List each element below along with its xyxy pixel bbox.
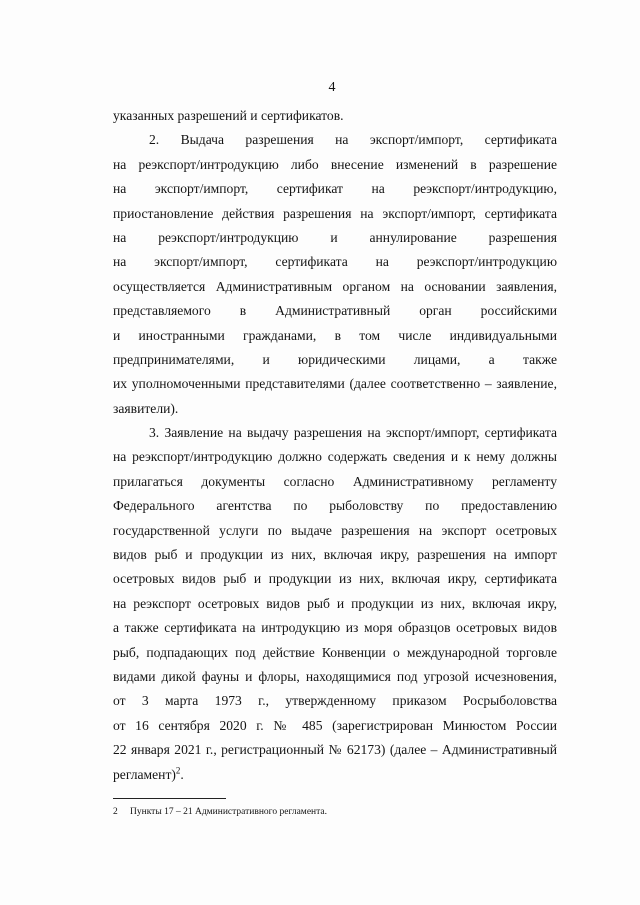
text-line: на экспорт/импорт, сертификат на реэкспорт/интродукцию, [113,181,557,197]
text-line: на реэкспорт осетровых видов рыб и продукции из них, включая икру, [113,595,557,611]
page-number: 4 [328,80,336,95]
text-line [113,763,557,787]
text-line: прилагаться документы согласно Административному регламенту [113,473,557,489]
footnote-separator [113,798,226,799]
text-line: осетровых видов рыб и продукции из них, включая икру, сертификата [113,571,557,587]
last-line-trailing: . [180,766,184,782]
text-line: указанных разрешений и сертификатов. [113,108,344,123]
text-line: рыб, подпадающих под действие Конвенции о международной торговле [113,644,557,660]
text-line: а также сертификата на интродукцию из моря образцов осетровых видов [113,620,557,636]
text-line: Федерального агентства по рыболовству по предоставлению [113,498,557,514]
text-line: 3. Заявление на выдачу разрешения на экспорт/импорт, сертификата [149,425,557,441]
text-line: государственной услуги по выдаче разрешения на экспорт осетровых [113,522,557,538]
text-line: представляемого в Административный орган российскими [113,303,557,319]
footnote-reference: 2 [175,765,181,776]
text-line: на реэкспорт/интродукцию должно содержать сведения и к нему должны [113,449,557,465]
text-line: от 3 марта 1973 г., утвержденному приказом Росрыболовства [113,693,557,709]
text-line: и иностранными гражданами, в том числе индивидуальными [113,327,557,343]
text-line: их уполномоченными представителями (далее соответственно – заявление, [113,376,557,392]
footnote [113,806,327,819]
footnote-text: Пункты 17 – 21 Административного регламента. [130,807,327,817]
last-line-text: регламент) [113,766,176,782]
text-line: на реэкспорт/интродукцию и аннулирование разрешения [113,229,557,245]
body-text [113,104,557,787]
text-line: 2. Выдача разрешения на экспорт/импорт, сертификата [149,132,557,148]
text-line: осуществляется Административным органом на основании заявления, [113,278,557,294]
text-line: на реэкспорт/интродукцию либо внесение изменений в разрешение [113,156,557,172]
text-line: на экспорт/импорт, сертификата на реэкспорт/интродукцию [113,254,557,270]
text-line: 22 января 2021 г., регистрационный № 62173) (далее – Административный [113,742,557,758]
text-line: предпринимателями, и юридическими лицами, а также [113,351,557,367]
footnote-number: 2 [113,807,118,817]
text-line: приостановление действия разрешения на экспорт/импорт, сертификата [113,205,557,221]
text-line: видов рыб и продукции из них, включая икру, разрешения на импорт [113,547,557,563]
text-line: от 16 сентября 2020 г. № 485 (зарегистрирован Минюстом России [113,717,557,733]
text-line: видами дикой фауны и флоры, находящимися под угрозой исчезновения, [113,668,557,684]
text-line: заявители). [113,400,179,416]
